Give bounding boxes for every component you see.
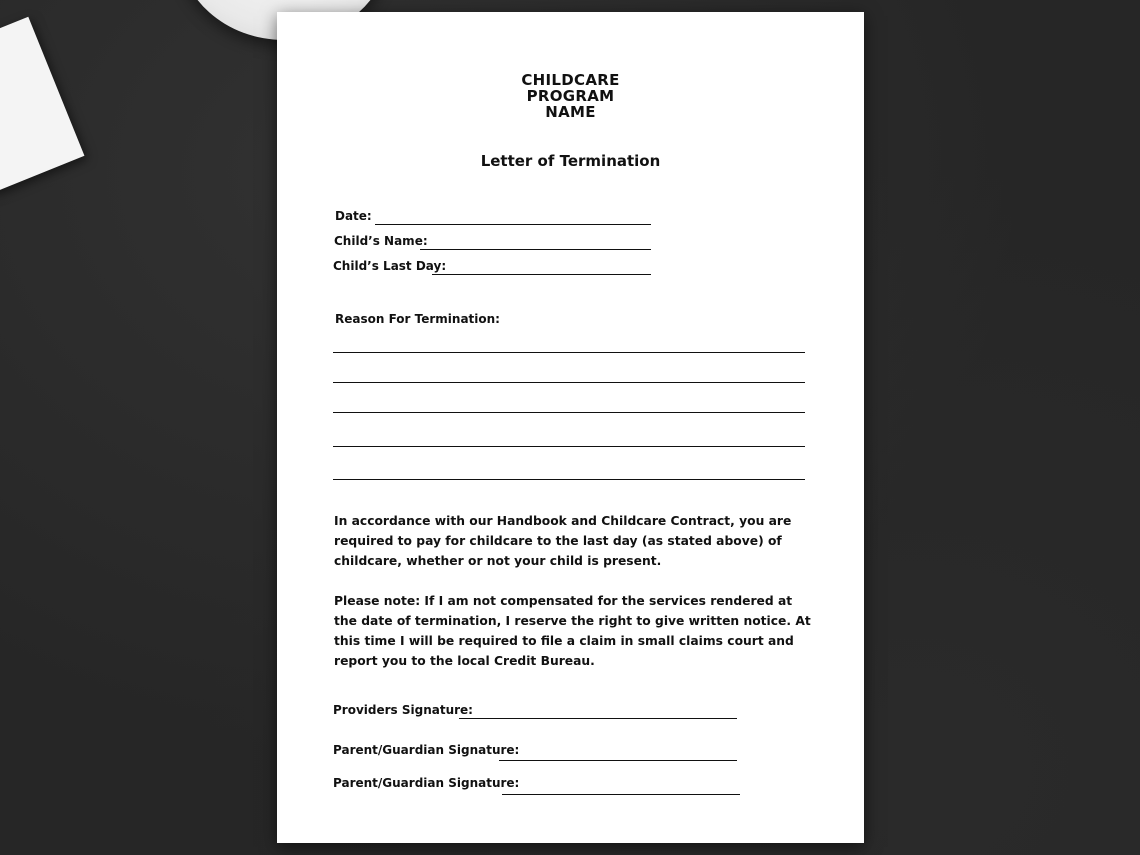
reason-line-3[interactable] — [333, 412, 805, 413]
providers-signature-label: Providers Signature: — [333, 703, 473, 717]
parent-guardian-signature-label-1: Parent/Guardian Signature: — [333, 743, 520, 757]
program-name-line-2: PROGRAM — [526, 87, 615, 105]
letter-page — [277, 12, 864, 843]
parent-guardian-signature-label-2: Parent/Guardian Signature: — [333, 776, 520, 790]
letter-title: Letter of Termination — [480, 152, 661, 170]
reason-line-4[interactable] — [333, 446, 805, 447]
reason-label: Reason For Termination: — [335, 312, 500, 326]
date-label: Date: — [335, 209, 372, 223]
date-field[interactable] — [375, 224, 651, 225]
child-last-day-field[interactable] — [432, 274, 651, 275]
parent-guardian-signature-field-1[interactable] — [499, 760, 737, 761]
child-last-day-label: Child’s Last Day: — [333, 259, 447, 273]
reason-line-1[interactable] — [333, 352, 805, 353]
providers-signature-field[interactable] — [459, 718, 737, 719]
reason-line-5[interactable] — [333, 479, 805, 480]
child-name-field[interactable] — [420, 249, 651, 250]
program-name-line-3: NAME — [545, 103, 596, 121]
contract-paragraph: In accordance with our Handbook and Childcare Contract, you are required to pay for childcare to the last day (as stated above) of childcare, whether or not your child is present. — [334, 514, 792, 568]
program-name — [277, 72, 864, 120]
parent-guardian-signature-field-2[interactable] — [502, 794, 740, 795]
reason-line-2[interactable] — [333, 382, 805, 383]
notice-paragraph: Please note: If I am not compensated for the services rendered at the date of termination, I reserve the right to give written notice. At this time I will be required to file a claim in small claims court and report you to the local Credit Bureau. — [334, 594, 811, 668]
program-name-line-1: CHILDCARE — [521, 71, 620, 89]
child-name-label: Child’s Name: — [334, 234, 428, 248]
